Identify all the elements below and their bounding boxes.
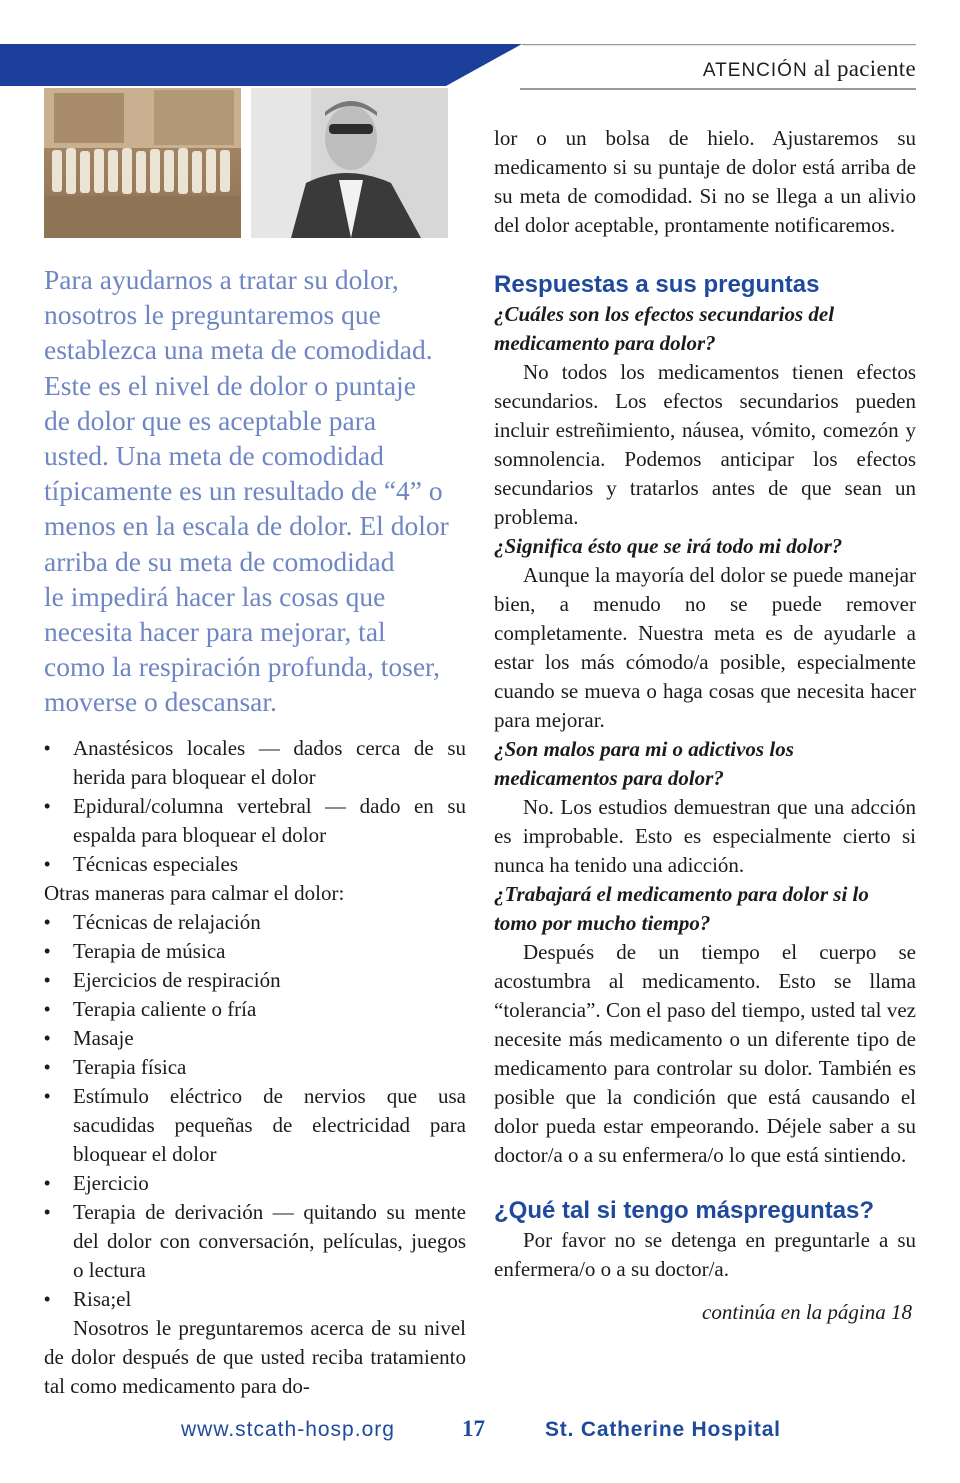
pull-quote-line: Este es el nivel de dolor o puntaje (44, 369, 416, 401)
question-1: ¿Cuáles son los efectos secundarios del medicamento para dolor? (494, 302, 835, 355)
list-item: • Ejercicio (44, 1169, 466, 1198)
section-title-rest: al paciente (807, 56, 916, 81)
pull-quote-line: moverse o descansar. (44, 686, 277, 718)
list-item: • Técnicas especiales (44, 850, 466, 879)
question-3: ¿Son malos para mi o adictivos los medicamentos para dolor? (494, 737, 794, 790)
pull-quote-line: de dolor que es aceptable para (44, 404, 377, 436)
section-title-caps: ATENCIÓN (702, 60, 808, 81)
list-item: • Anastésicos locales — dados cerca de su herida para bloquear el dolor (44, 734, 466, 792)
pull-quote-line: establezca una meta de comodidad. (44, 334, 433, 366)
section-heading-more-questions: ¿Qué tal si tengo máspreguntas? (494, 1197, 875, 1224)
pull-quote-line: Para ayudarnos a tratar su dolor, (44, 264, 399, 295)
list-item: • Risa;el (44, 1285, 466, 1314)
left-column (44, 734, 466, 1401)
section-heading-answers: Respuestas a sus preguntas (494, 271, 820, 298)
answer-3: No. Los estudios demuestran que una adcción es improbable. Esto es especialmente cierto si nunca ha tenido una adicción. (494, 795, 916, 877)
pull-quote-line: como la respiración profunda, toser, (44, 651, 440, 683)
other-ways-label: Otras maneras para calmar el dolor: (44, 881, 345, 905)
list-item: • Terapia física (44, 1053, 466, 1082)
list-item: • Epidural/columna vertebral — dado en su espalda para bloquear el dolor (44, 792, 466, 850)
list-item: • Estímulo eléctrico de nervios que usa sacudidas pequeñas de electricidad para bloquear el dolor (44, 1082, 466, 1169)
footer-hospital-name: St. Catherine Hospital (545, 1418, 781, 1441)
pull-quote-line: arriba de su meta de comodidad (44, 545, 395, 577)
list-item: • Terapia de música (44, 937, 466, 966)
pull-quote-line: le impedirá hacer las cosas que (44, 580, 386, 612)
other-ways-list (44, 908, 466, 1314)
footer-website-link[interactable]: www.stcath-hosp.org (181, 1418, 395, 1441)
portrait-photo (251, 88, 448, 238)
question-4: ¿Trabajará el medicamento para dolor si lo tomo por mucho tiempo? (494, 882, 869, 935)
list-item: • Ejercicios de respiración (44, 966, 466, 995)
pull-quote-line: típicamente es un resultado de “4” o (44, 475, 443, 507)
answer-1: No todos los medicamentos tienen efectos secundarios. Los efectos secundarios pueden incluir estreñimiento, náusea, vómito, comezón y somnolencia. Podemos anticipar los efectos secundarios y tratarlos antes de que sean un problema. (494, 360, 916, 529)
header-rule (520, 88, 916, 90)
question-2: ¿Significa ésto que se irá todo mi dolor? (494, 534, 843, 558)
answer-5: Por favor no se detenga en preguntarle a su enfermera/o o a su doctor/a. (494, 1228, 916, 1281)
pull-quote-line: menos en la escala de dolor. El dolor (44, 510, 449, 542)
page-number: 17 (462, 1416, 485, 1441)
pull-quote (44, 262, 464, 720)
section-title (703, 56, 916, 82)
right-column (494, 124, 916, 1327)
pull-quote-line: nosotros le preguntaremos que (44, 299, 381, 331)
intro-paragraph: lor o un bolsa de hielo. Ajustaremos su medicamento si su puntaje de dolor está arriba de su meta de comodidad. Si no se llega a un alivio del dolor aceptable, prontamente notificaremos. (494, 126, 916, 237)
answer-4: Después de un tiempo el cuerpo se acostumbra al medicamento. Esto se llama “tolerancia”. Con el paso del tiempo, usted tal vez necesite más medicamento o un diferente tipo de medicamento para controlar su dolor. También es posible que la condición que está causando el dolor pueda estar empeorando. Déjele saber a su doctor/a o a su enfermera/o lo que está sintiendo. (494, 940, 916, 1167)
pull-quote-line: usted. Una meta de comodidad (44, 440, 384, 472)
continued-note: continúa en la página 18 (702, 1300, 912, 1324)
answer-2: Aunque la mayoría del dolor se puede manejar bien, a menudo no se puede remover completamente. Nuestra meta es de ayudarle a estar los más cómodo/a posible, especialmente cuando se mueva o haga cosas que necesita hacer para mejorar. (494, 563, 916, 732)
pull-quote-line: necesita hacer para mejorar, tal (44, 616, 386, 648)
list-item: • Masaje (44, 1024, 466, 1053)
closing-paragraph: Nosotros le preguntaremos acerca de su nivel de dolor después de que usted reciba tratamiento tal como medicamento para do- (44, 1316, 466, 1398)
list-item: • Terapia caliente o fría (44, 995, 466, 1024)
pain-treatment-list (44, 734, 466, 879)
list-item: • Técnicas de relajación (44, 908, 466, 937)
historic-nurses-photo (44, 88, 241, 238)
list-item: • Terapia de derivación — quitando su mente del dolor con conversación, películas, juegos o lectura (44, 1198, 466, 1285)
